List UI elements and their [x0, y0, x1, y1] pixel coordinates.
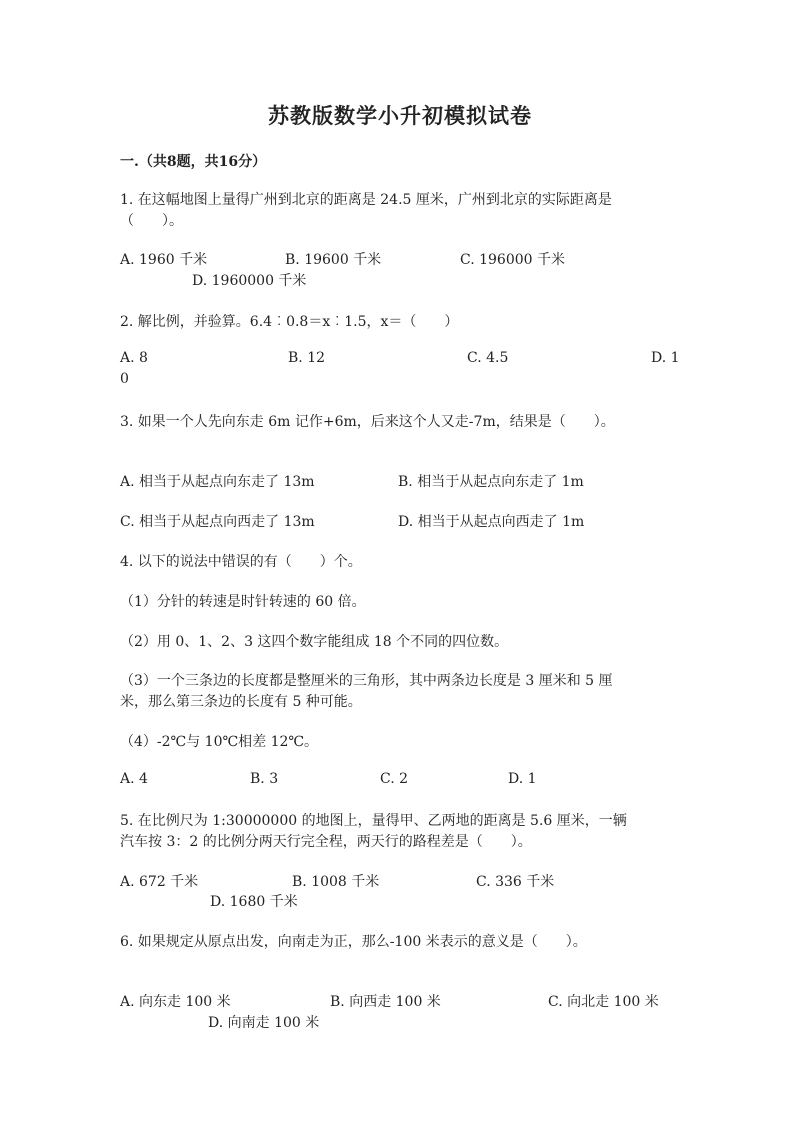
- question-1-option-d: D. 1960000 千米: [192, 273, 307, 289]
- question-1-option-c: C. 196000 千米: [460, 252, 566, 268]
- question-2-option-d: D. 1: [651, 350, 680, 366]
- question-6-option-c: C. 向北走 100 米: [548, 994, 659, 1010]
- question-2-option-b: B. 12: [288, 350, 326, 366]
- question-2-option-d-wrap: 0: [120, 371, 129, 387]
- question-4-option-a: A. 4: [120, 771, 148, 787]
- question-5-option-d: D. 1680 千米: [210, 894, 298, 910]
- question-6-option-b: B. 向西走 100 米: [330, 994, 441, 1010]
- question-5-stem-line-1: 5. 在比例尺为 1:30000000 的地图上，量得甲、乙两地的距离是 5.6 厘米，一辆: [120, 813, 627, 829]
- question-2-option-c: C. 4.5: [467, 350, 509, 366]
- page-title: 苏教版数学小升初模拟试卷: [268, 103, 532, 128]
- question-4-option-d: D. 1: [508, 771, 537, 787]
- question-3-option-c: C. 相当于从起点向西走了 13m: [120, 514, 315, 530]
- question-4-option-b: B. 3: [250, 771, 279, 787]
- question-5-option-c: C. 336 千米: [476, 874, 555, 890]
- question-3-option-b: B. 相当于从起点向东走了 1m: [398, 474, 584, 490]
- question-1-stem-line-2: （ ）。: [120, 213, 183, 229]
- question-4-item-3-line-2: 米，那么第三条边的长度有 5 种可能。: [120, 694, 362, 710]
- question-4-stem: 4. 以下的说法中错误的有（ ）个。: [120, 554, 362, 570]
- question-4-item-2: （2）用 0、1、2、3 这四个数字能组成 18 个不同的四位数。: [120, 634, 509, 650]
- question-6-option-d: D. 向南走 100 米: [208, 1015, 320, 1031]
- question-6-stem: 6. 如果规定从原点出发，向南走为正，那么-100 米表示的意义是（ ）。: [120, 934, 587, 950]
- question-5-option-b: B. 1008 千米: [292, 874, 380, 890]
- question-4-item-1: （1）分针的转速是时针转速的 60 倍。: [120, 594, 366, 610]
- question-3-stem: 3. 如果一个人先向东走 6m 记作+6m，后来这个人又走-7m，结果是（ ）。: [120, 414, 615, 430]
- question-6-option-a: A. 向东走 100 米: [120, 994, 231, 1010]
- question-1-option-b: B. 19600 千米: [285, 252, 382, 268]
- question-1-stem-line-1: 1. 在这幅地图上量得广州到北京的距离是 24.5 厘米，广州到北京的实际距离是: [120, 192, 612, 208]
- question-2-stem: 2. 解比例，并验算。6.4︰0.8＝x︰1.5，x＝（ ）: [120, 314, 459, 330]
- question-4-item-4: （4）-2℃与 10℃相差 12℃。: [120, 734, 319, 750]
- question-1-option-a: A. 1960 千米: [120, 252, 208, 268]
- question-5-option-a: A. 672 千米: [120, 874, 199, 890]
- question-5-stem-line-2: 汽车按 3：2 的比例分两天行完全程，两天行的路程差是（ ）。: [120, 834, 532, 850]
- question-2-option-a: A. 8: [120, 350, 148, 366]
- question-3-option-d: D. 相当于从起点向西走了 1m: [398, 514, 585, 530]
- section-heading: 一.（共8题，共16分）: [120, 154, 267, 170]
- question-4-item-3-line-1: （3）一个三条边的长度都是整厘米的三角形，其中两条边长度是 3 厘米和 5 厘: [120, 673, 613, 689]
- question-3-option-a: A. 相当于从起点向东走了 13m: [120, 474, 315, 490]
- question-4-option-c: C. 2: [380, 771, 409, 787]
